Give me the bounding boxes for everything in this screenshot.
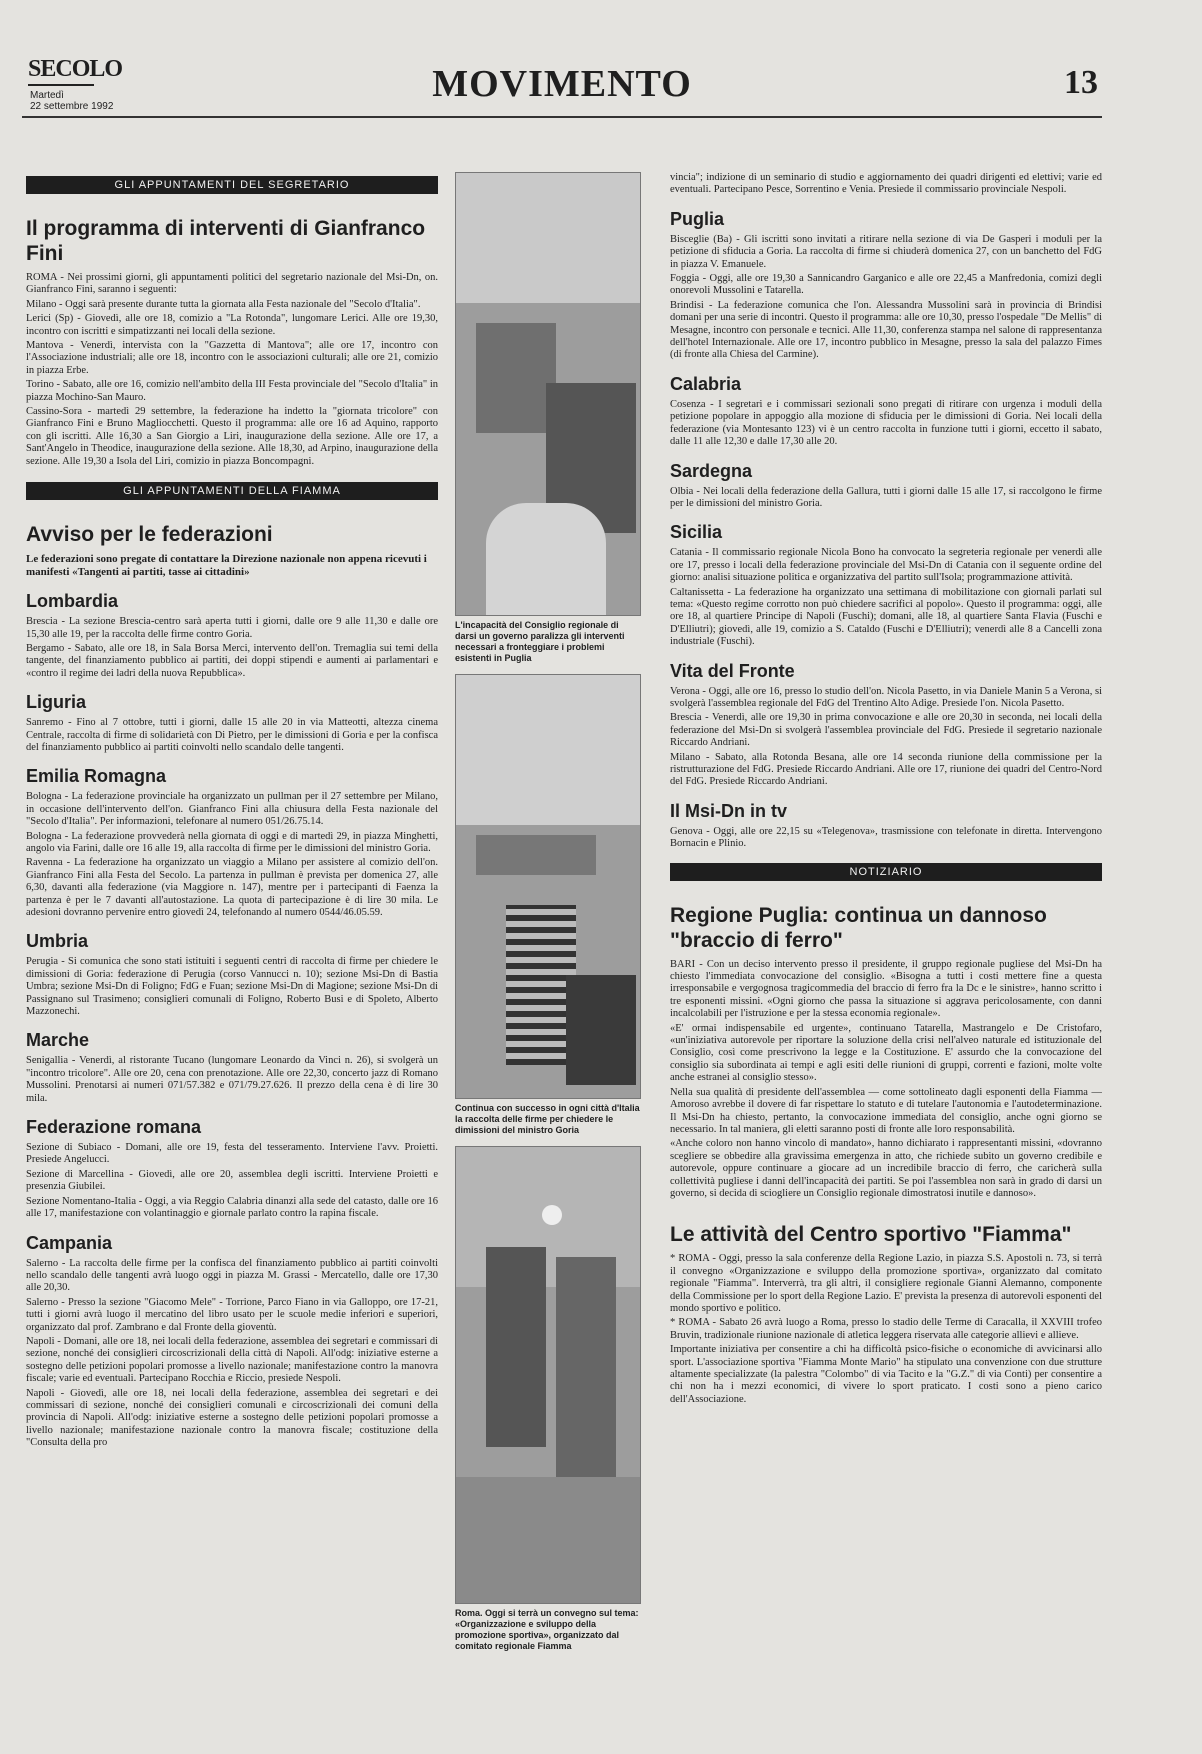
region-paragraph: Bergamo - Sabato, alle ore 18, in Sala Borsa Merci, intervento dell'on. Tremaglia sui temi della tangente, del finanziamento pubblico ai partiti, dei doppi stipendi e aumenti ai parlamentari e «contro il regime dei ladri della nuova Repubblica». <box>26 642 438 679</box>
puglia-headline: Regione Puglia: continua un dannoso "braccio di ferro" <box>670 903 1047 952</box>
fiamma-sport-article <box>670 1253 1102 1406</box>
region-heading: Emilia Romagna <box>26 766 167 787</box>
region-paragraph: Brindisi - La federazione comunica che l'on. Alessandra Mussolini sarà in provincia di Brindisi domani per una serie di incontri. Questo il programma: alle ore 10,30, presso l'ospedale "De Mellis" di Mesagne, incontro con personale e tecnici. Alle 11,30, conferenza stampa nel salone di rappresentanza dell'hotel Internazionale. Alle ore 17, incontro pubblico in Mesagne, presso la sala del palazzo Fimes (di fronte alla Chiesa del Carmine). <box>670 299 1102 361</box>
region-paragraph: Genova - Oggi, alle ore 22,15 su «Telegenova», trasmissione con telefonate in diretta. Intervengono Bornacin e Plinio. <box>670 825 1102 850</box>
page-number: 13 <box>1064 64 1098 101</box>
region-paragraph: Olbia - Nei locali della federazione della Gallura, tutti i giorni dalle 15 alle 17, si raccolgono le firme per le dimissioni del ministro Goria. <box>670 485 1102 509</box>
region-paragraph: Milano - Sabato, alla Rotonda Besana, alle ore 14 seconda riunione della commissione per la ristrutturazione del FdG. Presiede Riccardo Andriani. Alle ore 17, riunione dei quadri del Centro-Nord del FdG. Presiede Riccardo Andriani. <box>670 751 1102 788</box>
fiamma-banner: GLI APPUNTAMENTI DELLA FIAMMA <box>26 482 438 500</box>
photo-puglia-council <box>455 172 641 616</box>
fini-paragraph: Mantova - Venerdì, intervista con la "Gazzetta di Mantova"; alle ore 17, incontro con l'Associazione industriali; alle ore 18, incontro con le associazioni culturali; alle ore 21, comizio in piazza Erbe. <box>26 340 438 376</box>
region-paragraph: Napoli - Domani, alle ore 18, nei locali della federazione, assemblea dei segretari e commissari di sezione, nonché dei consiglieri circoscrizionali della città di Napoli. All'odg: iniziative esterne a sostegno delle petizioni popolari promosse a livello nazionale; manifestazione contro la manovra fiscale; varie ed eventuali. Partecipano Rocchia e Riccio, presiede Nespoli. <box>26 1335 438 1385</box>
puglia-paragraph: Nella sua qualità di presidente dell'assemblea — come sottolineato dagli esponenti della Fiamma — Amoroso avrebbe il dovere di far rispettare lo statuto e di tutelare l'autonomia e l'autodeterminazione. Il Msi-Dn ha chiesto, pertanto, la convocazione immediata del consiglio, anche ogni giorno se necessario. In tal maniera, gli eletti saranno posti di fronte alle loro responsabilità. <box>670 1086 1102 1135</box>
secretary-banner: GLI APPUNTAMENTI DEL SEGRETARIO <box>26 176 438 194</box>
right-column <box>670 172 1102 1750</box>
federations-headline: Avviso per le federazioni <box>26 523 273 547</box>
region-paragraph: Salerno - Presso la sezione "Giacomo Mele" - Torrione, Parco Fiano in via Galloppo, ore 17-21, tutti i giorni avrà luogo il mercatino del libro usato per le scuole medie inferiori e superiori, organizzato dal prof. Zambrano e dal Fronte della gioventù. <box>26 1296 438 1333</box>
region-heading: Sicilia <box>670 522 723 543</box>
region-heading: Federazione romana <box>26 1117 202 1138</box>
caption-signatures: Continua con successo in ogni città d'Italia la raccolta delle firme per chiedere le dimissioni del ministro Goria <box>455 1103 640 1135</box>
photo-signatures <box>455 674 641 1099</box>
region-paragraph: Caltanissetta - La federazione ha organizzato una settimana di mobilitazione con giornali parlati sul tema: «Questo regime corrotto non può chiedere sacrifici al popolo». Questo il programma: oggi, alle ore 18, al quartiere Principe di Napoli (Fuschi); domani, alle 18, al quartiere Santa Flavia (Fuschi e D'Elliutri); giovedì, alle 19, comizio a S. Cataldo (Fuschi e D'Elliutri); venerdì alle 8 a Cancelli zona industriale (Fuschi). <box>670 586 1102 648</box>
region-heading: Calabria <box>670 373 742 394</box>
fini-paragraph: ROMA - Nei prossimi giorni, gli appuntamenti politici del segretario nazionale del Msi-Dn, on. Gianfranco Fini, saranno i seguenti: <box>26 272 438 296</box>
region-paragraph: Catania - Il commissario regionale Nicola Bono ha convocato la segreteria regionale per venerdì alle ore 17, presso i locali della federazione provinciale del Msi-Dn di Catania con il seguente ordine del giorno: analisi situazione politica e organizzativa del partito sull'Isola; programmazione attività. <box>670 547 1102 584</box>
caption-puglia: L'incapacità del Consiglio regionale di darsi un governo paralizza gli interventi necessari a fronteggiare i problemi esistenti in Puglia <box>455 620 625 663</box>
publication-day: Martedì <box>30 90 64 101</box>
fini-paragraph: Torino - Sabato, alle ore 16, comizio nell'ambito della III Festa provinciale del "Secolo d'Italia" in piazza Mochino-San Mauro. <box>26 379 438 403</box>
region-paragraph: Sanremo - Fino al 7 ottobre, tutti i giorni, dalle 15 alle 20 in via Matteotti, altezza cinema Centrale, raccolta di firme di solidarietà con Di Pietro, per le dimissioni di Goria e per la confisca del finanziamento pubblico ai partiti coinvolti nello scandalo delle tangenti. <box>26 717 438 753</box>
puglia-paragraph: BARI - Con un deciso intervento presso il presidente, il gruppo regionale pugliese del Msi-Dn ha chiesto l'immediata convocazione del consiglio. «Bisogna a tutti i costi mettere fine a questa irresponsabile e vergognosa tragicommedia del braccio di ferro fra la Dc e le sinistre», hanno scritto i tre esponenti missini. «Ogni giorno che passa la situazione si aggrava pericolosamente, con danni incalcolabili per l'istruzione e per la stessa economia regionale». <box>670 958 1102 1020</box>
puglia-article <box>670 959 1102 1201</box>
photo-column <box>455 172 641 1750</box>
region-paragraph: Napoli - Giovedì, alle ore 18, nei locali della federazione, assemblea dei segretari e dei commissari di sezione, nonché dei consiglieri comunali e circoscrizionali dei comuni della provincia di Napoli. All'odg: iniziative esterne a sostegno delle petizioni popolari promosse a livello nazionale; manifestazione nazionale contro la manovra fiscale; costituzione della "Consulta della pro <box>26 1387 438 1449</box>
region-paragraph: Bologna - La federazione provinciale ha organizzato un pullman per il 27 settembre per Milano, in occasione dell'intervento dell'on. Gianfranco Fini alla chiusura della Festa nazionale del "Secolo d'Italia". Per informazioni, telefonare al numero 051/26.75.14. <box>26 791 438 828</box>
federations-notice: Le federazioni sono pregate di contattare la Direzione nazionale non appena ricevuti i manifesti «Tangenti ai partiti, tasse ai cittadini» <box>26 553 427 579</box>
puglia-paragraph: «Anche coloro non hanno vincolo di mandato», hanno dichiarato i rappresentanti missini, «dovranno scegliere se obbedire alla gravissima emergenza in atto, che richiede subito un governo credibile e autorevole, oppure continuare a giocare ad un incredibile braccio di ferro, che caricherà sulla collettività pugliese i danni dell'incapacità dei partiti. Se poi l'assemblea non sarà in grado di darsi un governo, si decida di sciogliere un Consiglio regionale dimostratosi inutile e dannoso». <box>670 1138 1102 1199</box>
region-heading: Sardegna <box>670 460 753 481</box>
region-paragraph: Foggia - Oggi, alle ore 19,30 a Sannicandro Garganico e alle ore 22,45 a Manfredonia, comizi degli onorevoli Mussolini e Tatarella. <box>670 273 1102 297</box>
region-paragraph: Sezione di Marcellina - Giovedì, alle ore 20, assemblea degli iscritti. Interviene Proietti e presenzia Giubilei. <box>26 1168 438 1193</box>
puglia-paragraph: «E' ormai indispensabile ed urgente», continuano Tatarella, Mastrangelo e De Cristofaro, «un'iniziativa autorevole per riportare la soluzione della crisi nell'alveo naturale ed istituzionale del Consiglio, così come prescrivono la legge e la Costituzione. E' assurdo che la convocazione del consiglio sia subordinata ai tempi e agli esiti delle riunioni di gruppi, correnti e fazioni, molte volte anche estranei al consiglio stesso». <box>670 1022 1102 1084</box>
region-heading: Umbria <box>26 931 89 952</box>
section-title: MOVIMENTO <box>432 63 692 105</box>
fini-article <box>26 272 438 468</box>
regions-list-right <box>670 209 1102 851</box>
continued-paragraph: vincia"; indizione di un seminario di studio e aggiornamento dei quadri dirigenti ed elettivi; varie ed eventuali. Partecipano Pesce, Sorrentino e Venia. Presiede il commissario provinciale Nespoli. <box>670 172 1102 196</box>
region-paragraph: Ravenna - La federazione ha organizzato un viaggio a Milano per assistere al comizio dell'on. Gianfranco Fini alla Festa del Secolo. La partenza in pullman è prevista per domenica 27, alle 6,30, davanti alla federazione (via Maggiore n. 147), mentre per i partecipanti di Faenza la partenza è per le 7 davanti all'autostazione. La quota di partecipazione è di lire 30 mila. Le adesioni dovranno pervenire entro giovedì 24, telefonando al numero 0544/46.05.59. <box>26 857 438 918</box>
fiamma-paragraph: * ROMA - Oggi, presso la sala conferenze della Regione Lazio, in piazza S.S. Apostoli n. 73, si terrà il convegno «Organizzazione e sviluppo della promozione sportiva», organizzato dal comitato regionale "Fiamma". Interverrà, tra gli altri, il consigliere regionale Gianni Alemanno, componente della Commissione per lo sport della Regione Lazio. E' prevista la presenza di autorevoli esponenti del mondo sportivo e politico. <box>670 1253 1102 1314</box>
publication-full-date: 22 settembre 1992 <box>30 101 114 112</box>
region-heading: Lombardia <box>26 591 119 612</box>
left-column <box>26 172 438 1750</box>
fiamma-sport-headline: Le attività del Centro sportivo "Fiamma" <box>670 1223 1072 1247</box>
fini-paragraph: Cassino-Sora - martedì 29 settembre, la federazione ha indetto la "giornata tricolore" con Gianfranco Fini e Bruno Magliocchetti. Questo il programma: alle ore 16 ad Aquino, rapporto con gli iscritti. Alle 16,30 a San Giorgio a Liri, inaugurazione della sezione. Alle ore 17, a Sant'Angelo in Theodice, inaugurazione della sezione. Alle 18,30, ad Arpino, inaugurazione della sezione. Alle 19,30 a Isola del Liri, comizio in piazza Boncompagni. <box>26 406 438 467</box>
fiamma-paragraph: Importante iniziativa per consentire a chi ha difficoltà psico-fisiche o economiche di avvicinarsi allo sport. L'associazione sportiva "Fiamma Monte Mario" ha stipulato una convenzione con due strutture altamente specializzate (la palestra "Colombo" di via Tacito e la "G.Z." di via Conti) per consentire a chi non ha i mezzi economici, di vivere lo sport praticato. I costi sono a pieno carico dell'Associazione. <box>670 1344 1102 1405</box>
region-paragraph: Sezione di Subiaco - Domani, alle ore 19, festa del tesseramento. Interviene l'avv. Proietti. Presiede Angelucci. <box>26 1142 438 1166</box>
region-paragraph: Perugia - Si comunica che sono stati istituiti i seguenti centri di raccolta di firme per chiedere le dimissioni di Goria: federazione di Perugia (corso Vannucci n. 10); sezione Msi-Dn di Bastia Umbra; sezione Msi-Dn di Foligno; FdG e Fuan; sezione Msi-Dn di Magione; sezione Msi-Dn di Passignano sul Trasimeno; consiglieri comunali di Foligno, Roberto Busi e di Spoleto, Alberto Mazzonechi. <box>26 956 438 1018</box>
notiziario-banner: NOTIZIARIO <box>670 863 1102 881</box>
region-paragraph: Brescia - La sezione Brescia-centro sarà aperta tutti i giorni, dalle ore 9 alle 11,30 e dalle ore 15,30 alle 19, per la raccolta delle firme contro Goria. <box>26 616 438 640</box>
region-paragraph: Salerno - La raccolta delle firme per la confisca del finanziamento pubblico ai partiti coinvolti nello scandalo delle tangenti avrà luogo oggi in piazza M. Grassi - Mercatello, dalle ore 17,30 alle 20,30. <box>26 1257 438 1294</box>
fiamma-paragraph: * ROMA - Sabato 26 avrà luogo a Roma, presso lo stadio delle Terme di Caracalla, il XXVIII trofeo Bruvin, tradizionale riunione nazionale di atletica leggera riservata alle categorie allievi e allieve. <box>670 1317 1102 1341</box>
region-paragraph: Senigallia - Venerdì, al ristorante Tucano (lungomare Leonardo da Vinci n. 26), si svolgerà un "incontro tricolore". Alle ore 20, cena con prenotazione. Alle ore 22,30, concerto jazz di Romano Mussolini. Prenotarsi ai numeri 071/57.382 e 071/79.27.626. Il prezzo della cena è di lire 30 mila. <box>26 1055 438 1104</box>
fini-paragraph: Lerici (Sp) - Giovedì, alle ore 18, comizio a "La Rotonda", lungomare Lerici. Alle ore 19,30, incontro con iscritti e simpatizzanti nei locali della sezione. <box>26 313 438 337</box>
region-heading: Il Msi-Dn in tv <box>670 800 787 821</box>
region-paragraph: Bisceglie (Ba) - Gli iscritti sono invitati a ritirare nella sezione di via De Gasperi i moduli per la petizione di sfiducia a Goria. La raccolta di firme si chiuderà domenica 27, con un banchetto del FdG in piazza V. Emanuele. <box>670 233 1102 270</box>
masthead <box>22 50 1102 110</box>
region-paragraph: Brescia - Venerdì, alle ore 19,30 in prima convocazione e alle ore 20,30 in seconda, nei locali della federazione del Msi-Dn si svolgerà l'assemblea provinciale del FdG. Presiede il segretario nazionale Riccardo Andriani. <box>670 712 1102 749</box>
region-heading: Vita del Fronte <box>670 660 795 681</box>
fini-headline: Il programma di interventi di Gianfranco Fini <box>26 217 426 265</box>
region-heading: Campania <box>26 1232 113 1253</box>
region-paragraph: Verona - Oggi, alle ore 16, presso lo studio dell'on. Nicola Pasetto, in via Daniele Manin 5 a Verona, si svolgerà l'assemblea regionale del FdG del Trentino Alto Adige. Presiede l'on. Nicola Pasetto. <box>670 685 1102 709</box>
region-paragraph: Sezione Nomentano-Italia - Oggi, a via Reggio Calabria dinanzi alla sede del catasto, dalle ore 16 alle 17, manifestazione con volantinaggio e giornale parlato contro la rapina fiscale. <box>26 1195 438 1220</box>
region-heading: Liguria <box>26 692 87 713</box>
fini-paragraph: Milano - Oggi sarà presente durante tutta la giornata alla Festa nazionale del "Secolo d'Italia". <box>26 298 421 310</box>
region-paragraph: Bologna - La federazione provvederà nella giornata di oggi e di martedì 29, in piazza Minghetti, angolo via Farini, dalle ore 16 alle 19, alla raccolta di firme per le dimissioni del ministro Goria. <box>26 830 438 854</box>
photo-volleyball <box>455 1146 641 1604</box>
masthead-rule <box>22 116 1102 118</box>
caption-sport: Roma. Oggi si terrà un convegno sul tema: «Organizzazione e sviluppo della promozione sportiva», organizzato dal comitato regionale Fiamma <box>455 1608 639 1651</box>
newspaper-logo: SECOLO <box>28 56 123 82</box>
region-heading: Puglia <box>670 208 725 229</box>
region-heading: Marche <box>26 1030 90 1051</box>
region-paragraph: Cosenza - I segretari e i commissari sezionali sono pregati di ritirare con urgenza i moduli della petizione popolare in appoggio alla mozione di sfiducia per le dimissioni di Goria. Nei locali della federazione (via Montesanto 123) vi è un centro raccolta in funzione tutti i giorni, eccetto il sabato, dalle 11 alle 12,30 e dalle 17,30 alle 20. <box>670 398 1102 448</box>
regions-list <box>26 591 438 1450</box>
